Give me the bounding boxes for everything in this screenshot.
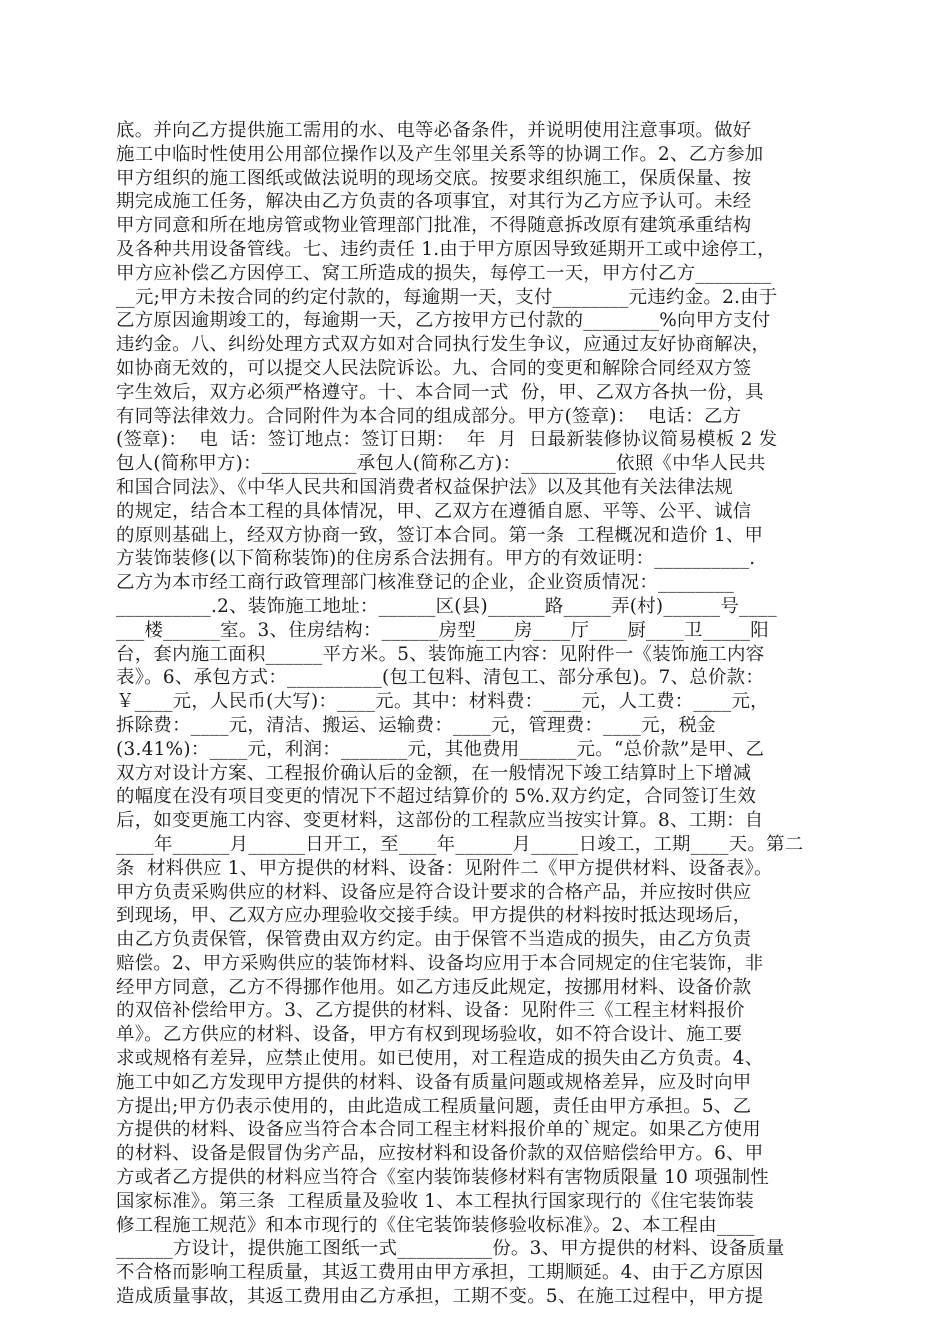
text-line: (签章)： 电 话：签订地点：签订日期： 年 月 日最新装修协议简易模板 2 发 (116, 429, 778, 451)
text-line: 国家标准》。第三条 工程质量及验收 1、本工程执行国家现行的《住宅装饰装 (116, 1190, 755, 1212)
text-line: 修工程施工规范》和本市现行的《住宅装饰装修验收标准》。2、本工程由____ (116, 1214, 755, 1236)
text-line: __________.2、装饰施工地址：______区(县)______路_____弄(村)______号____ (116, 595, 778, 617)
text-line: 的材料、设备是假冒伪劣产品，应按材料和设备价款的双倍赔偿给甲方。6、甲 (116, 1143, 764, 1165)
text-line: ____年______月______日开工，至____年______月_____日竣工，工期____天。第二 (116, 833, 804, 855)
text-line: 经甲方同意，乙方不得挪作他用。如乙方违反此规定，按挪用材料、设备价款 (116, 976, 752, 998)
text-line: 造成质量事故，其返工费用由乙方承担，工期不变。5、在施工过程中，甲方提 (116, 1286, 764, 1308)
text-line: 的原则基础上，经双方协商一致，签订本合同。第一条 工程概况和造价 1、甲 (116, 524, 764, 546)
text-line: __元;甲方未按合同的约定付款的，每逾期一天，支付________元违约金。2.由于 (116, 286, 778, 308)
text-line: 底。并向乙方提供施工需用的水、电等必备条件，并说明使用注意事项。做好 (116, 120, 752, 141)
text-line: 的双倍补偿给甲方。3、乙方提供的材料、设备：见附件三《工程主材料报价 (116, 1000, 745, 1022)
text-line: 施工中临时性使用公用部位操作以及产生邻里关系等的协调工作。2、乙方参加 (116, 143, 764, 165)
text-line: 表》。6、承包方式：__________(包工包料、清包工、部分承包)。7、总价款： (116, 667, 765, 689)
text-line: 如协商无效的，可以提交人民法院诉讼。九、合同的变更和解除合同经双方签 (116, 357, 752, 379)
text-line: 甲方负责采购供应的材料、设备应是符合设计要求的合格产品，并应按时供应 (116, 881, 752, 903)
contract-body-text (116, 119, 816, 1309)
text-line: 乙方原因逾期竣工的，每逾期一天，乙方按甲方已付款的________%向甲方支付 (116, 310, 771, 332)
text-line: 条 材料供应 1、甲方提供的材料、设备：见附件二《甲方提供材料、设备表》。 (116, 857, 773, 879)
text-line: 和国合同法》、《中华人民共和国消费者权益保护法》以及其他有关法律法规 (116, 476, 734, 498)
text-line: 施工中如乙方发现甲方提供的材料、设备有质量问题或规格差异，应及时向甲 (116, 1071, 752, 1093)
text-line: ______方设计，提供施工图纸一式__________份。3、甲方提供的材料、设备质量 (116, 1238, 785, 1260)
text-line: 到现场，甲、乙双方应办理验收交接手续。甲方提供的材料按时抵达现场后， (116, 905, 752, 927)
text-line: 违约金。八、纠纷处理方式双方如对合同执行发生争议，应通过友好协商解决， (116, 334, 771, 356)
text-line: 不合格而影响工程质量，其返工费用由甲方承担，工期顺延。4、由于乙方原因 (116, 1262, 764, 1284)
text-line: 的规定，结合本工程的具体情况，甲、乙双方在遵循自愿、平等、公平、诚信 (116, 500, 752, 522)
text-line: (3.41%)：____元，利润：_______元，其他费用______元。“总价款”是甲、乙 (116, 738, 765, 760)
text-line: ￥____元，人民币(大写)：____元。其中：材料费：____元，人工费：____元， (116, 691, 769, 713)
text-line: 乙方为本市经工商行政管理部门核准登记的企业，企业资质情况：________ (116, 572, 734, 594)
text-line: 甲方同意和所在地房管或物业管理部门批准，不得随意拆改原有建筑承重结构 (116, 215, 752, 237)
text-line: 台，套内施工面积______平方米。5、装饰施工内容：见附件一《装饰施工内容 (116, 643, 765, 665)
text-line: 的幅度在没有项目变更的情况下不超过结算价的 5%.双方约定，合同签订生效 (116, 786, 757, 808)
text-line: 甲方应补偿乙方因停工、窝工所造成的损失，每停工一天，甲方付乙方________ (116, 262, 772, 284)
text-line: ___楼______室。3、住房结构：______房型____房____厅____厨____卫_____阳 (116, 619, 769, 641)
text-line: 期完成施工任务，解决由乙方负责的各项事宜，对其行为乙方应予认可。未经 (116, 191, 752, 213)
text-line: 赔偿。2、甲方采购供应的装饰材料、设备均应用于本合同规定的住宅装饰，非 (116, 952, 764, 974)
text-line: 包人(简称甲方)：__________承包人(简称乙方)：__________依照《中华人民共 (116, 453, 766, 475)
text-line: 及各种共用设备管线。七、违约责任 1.由于甲方原因导致延期开工或中途停工， (116, 238, 776, 260)
text-line: 后，如变更施工内容、变更材料，这部份的工程款应当按实计算。8、工期：自 (116, 810, 764, 832)
text-line: 单》。乙方供应的材料、设备，甲方有权到现场验收，如不符合设计、施工要 (116, 1024, 743, 1046)
text-line: 方或者乙方提供的材料应当符合《室内装饰装修材料有害物质限量 10 项强制性 (116, 1167, 770, 1189)
text-line: 求或规格有差异，应禁止使用。如已使用，对工程造成的损失由乙方负责。4、 (116, 1048, 764, 1070)
text-line: 双方对设计方案、工程报价确认后的金额，在一般情况下竣工结算时上下增减 (116, 762, 752, 784)
text-line: 方装饰装修(以下简称装饰)的住房系合法拥有。甲方的有效证明：__________. (116, 548, 756, 570)
text-line: 字生效后，双方必须严格遵守。十、本合同一式 份，甲、乙双方各执一份，具 (116, 381, 764, 403)
text-line: 甲方组织的施工图纸或做法说明的现场交底。按要求组织施工，保质保量、按 (116, 167, 752, 189)
text-line: 方提出;甲方仍表示使用的，由此造成工程质量问题，责任由甲方承担。5、乙 (116, 1095, 752, 1117)
text-line: 由乙方负责保管，保管费由双方约定。由于保管不当造成的损失，由乙方负责 (116, 929, 752, 951)
text-line: 有同等法律效力。合同附件为本合同的组成部分。甲方(签章)： 电话：乙方 (116, 405, 742, 427)
text-line: 方提供的材料、设备应当符合本合同工程主材料报价单的`规定。如果乙方使用 (116, 1119, 761, 1141)
text-line: 拆除费：____元，清洁、搬运、运输费：____元，管理费：____元，税金 (116, 714, 716, 736)
